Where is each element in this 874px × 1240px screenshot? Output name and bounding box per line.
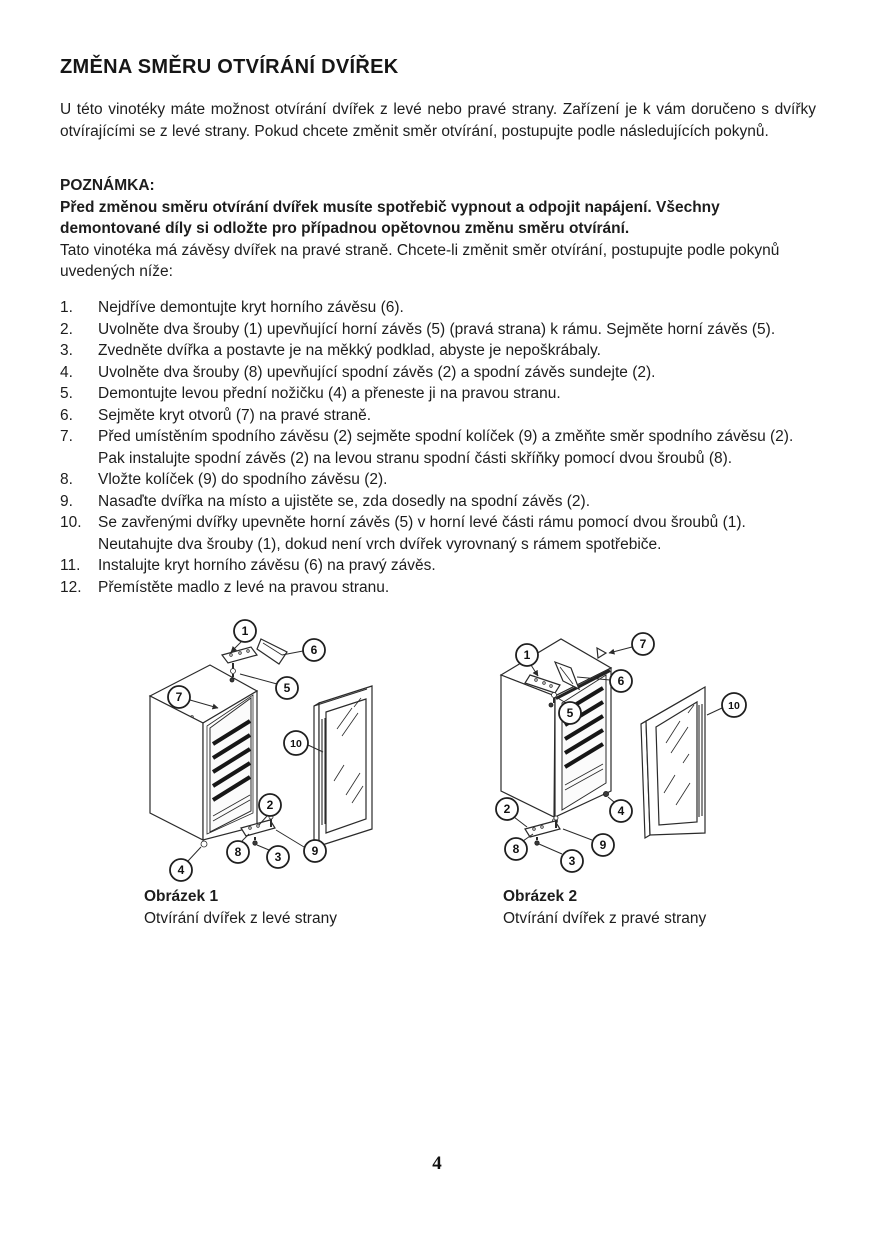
callout-4 bbox=[608, 797, 632, 822]
svg-text:2: 2 bbox=[266, 798, 274, 812]
step-item bbox=[60, 362, 820, 384]
step-text: Nejdříve demontujte kryt horního závěsu (6). bbox=[98, 299, 404, 316]
figure2-caption bbox=[503, 886, 706, 930]
glass-door bbox=[314, 686, 372, 849]
callout-10 bbox=[707, 693, 746, 717]
step-item bbox=[60, 319, 820, 341]
step-number: 12. bbox=[60, 578, 82, 596]
step-number: 4. bbox=[60, 363, 73, 381]
step-item bbox=[60, 340, 820, 362]
svg-text:1: 1 bbox=[241, 624, 249, 638]
step-text: Vložte kolíček (9) do spodního závěsu (2). bbox=[98, 471, 388, 488]
step-number: 1. bbox=[60, 299, 73, 316]
hole-cover-flag bbox=[597, 648, 606, 658]
top-hinge-parts bbox=[222, 639, 287, 682]
note-regular-text: Tato vinotéka má závěsy dvířek na pravé straně. Chcete-li změnit směr otvírání, postupujte podle pokynů uvedených níže: bbox=[60, 241, 780, 280]
svg-text:10: 10 bbox=[290, 738, 302, 750]
step-text: Přemístěte madlo z levé na pravou stranu. bbox=[98, 578, 390, 596]
figure2-diagram bbox=[478, 613, 773, 891]
svg-text:8: 8 bbox=[512, 842, 520, 856]
step-text: Zvedněte dvířka a postavte je na měkký podklad, abyste je nepoškrábaly. bbox=[98, 342, 601, 359]
intro-paragraph: U této vinotéky máte možnost otvírání dvířek z levé nebo pravé strany. Zařízení je k vám doručeno s dvířky otvírajícími se z levé strany. Pokud chcete změnit směr otvírání, postupujte podle následujících pokynů. bbox=[60, 101, 816, 140]
svg-text:3: 3 bbox=[274, 850, 282, 864]
step-number: 10. bbox=[60, 514, 82, 531]
step-text: Instalujte kryt horního závěsu (6) na pravý závěs. bbox=[98, 557, 436, 574]
step-text: Sejměte kryt otvorů (7) na pravé straně. bbox=[98, 406, 372, 424]
page-number: 4 bbox=[432, 1153, 442, 1174]
front-foot bbox=[603, 791, 608, 796]
steps-list bbox=[60, 297, 820, 598]
svg-text:9: 9 bbox=[599, 838, 607, 852]
svg-text:9: 9 bbox=[311, 844, 319, 858]
step-item bbox=[60, 383, 820, 405]
note-heading: POZNÁMKA: bbox=[60, 177, 155, 194]
callout-3 bbox=[539, 844, 583, 872]
step-item bbox=[60, 426, 820, 469]
svg-text:10: 10 bbox=[728, 700, 740, 712]
figure1-diagram bbox=[130, 613, 420, 891]
front-foot bbox=[201, 841, 207, 847]
svg-text:7: 7 bbox=[175, 690, 183, 704]
callout-8 bbox=[227, 834, 249, 863]
svg-text:2: 2 bbox=[503, 802, 511, 816]
step-number: 3. bbox=[60, 342, 73, 359]
svg-text:4: 4 bbox=[177, 863, 185, 877]
step-text: Uvolněte dva šrouby (1) upevňující horní závěs (5) (pravá strana) k rámu. Sejměte horní závěs (5). bbox=[98, 320, 776, 338]
step-number: 7. bbox=[60, 428, 73, 445]
step-text: Před umístěním spodního závěsu (2) sejměte spodní kolíček (9) a změňte směr spodního závěsu (2). Pak instalujte spodní závěs (2) na levou stranu spodní části skříňky pomocí dvou šroubů (8). bbox=[98, 428, 794, 467]
glass-door bbox=[641, 687, 705, 838]
figure1-caption bbox=[144, 886, 337, 930]
step-item bbox=[60, 297, 820, 319]
figure2-caption-text: Otvírání dvířek z pravé strany bbox=[503, 910, 707, 927]
svg-text:7: 7 bbox=[639, 637, 647, 651]
step-item bbox=[60, 555, 820, 577]
note-bold-text: Před změnou směru otvírání dvířek musíte spotřebič vypnout a odpojit napájení. Všechny demontované díly si odložte pro případnou opětovnou změnu směru otvírání. bbox=[60, 198, 720, 237]
svg-text:6: 6 bbox=[617, 674, 625, 688]
step-item bbox=[60, 491, 820, 513]
step-number: 11. bbox=[60, 557, 81, 574]
step-item bbox=[60, 512, 820, 555]
callout-8 bbox=[505, 834, 533, 860]
svg-text:5: 5 bbox=[566, 706, 574, 720]
svg-text:4: 4 bbox=[617, 804, 625, 818]
step-number: 5. bbox=[60, 385, 73, 402]
step-item bbox=[60, 469, 820, 491]
callout-4 bbox=[170, 847, 201, 881]
svg-text:5: 5 bbox=[283, 681, 291, 695]
note-block bbox=[60, 175, 818, 283]
step-number: 9. bbox=[60, 492, 73, 510]
figure1-caption-title: Obrázek 1 bbox=[144, 888, 219, 905]
svg-text:1: 1 bbox=[523, 648, 531, 662]
callout-7 bbox=[609, 633, 654, 655]
figure1-caption-text: Otvírání dvířek z levé strany bbox=[144, 910, 337, 927]
wine-cabinet bbox=[501, 639, 611, 824]
svg-text:6: 6 bbox=[310, 643, 318, 657]
step-item bbox=[60, 577, 820, 599]
callout-2 bbox=[496, 798, 527, 827]
step-number: 6. bbox=[60, 406, 73, 424]
page-title: ZMĚNA SMĚRU OTVÍRÁNÍ DVÍŘEK bbox=[60, 56, 399, 78]
svg-text:3: 3 bbox=[568, 854, 576, 868]
svg-text:8: 8 bbox=[234, 845, 242, 859]
step-number: 8. bbox=[60, 471, 73, 488]
callout-3 bbox=[257, 845, 289, 868]
step-item bbox=[60, 405, 820, 427]
wine-cabinet bbox=[150, 665, 257, 847]
step-number: 2. bbox=[60, 320, 73, 338]
callout-1 bbox=[231, 620, 256, 652]
step-text: Uvolněte dva šrouby (8) upevňující spodní závěs (2) a spodní závěs sundejte (2). bbox=[98, 363, 656, 381]
callout-6 bbox=[282, 639, 325, 661]
hinge-cover-wedge bbox=[257, 639, 287, 664]
step-text: Nasaďte dvířka na místo a ujistěte se, zda dosedly na spodní závěs (2). bbox=[98, 492, 591, 510]
figure2-caption-title: Obrázek 2 bbox=[503, 888, 578, 905]
step-text: Se zavřenými dvířky upevněte horní závěs (5) v horní levé části rámu pomocí dvou šroubů (1). Neutahujte dva šrouby (1), dokud není vrch dvířek vyrovnaný s rámem spotřebiče. bbox=[98, 514, 746, 553]
step-text: Demontujte levou přední nožičku (4) a přeneste ji na pravou stranu. bbox=[98, 385, 561, 402]
